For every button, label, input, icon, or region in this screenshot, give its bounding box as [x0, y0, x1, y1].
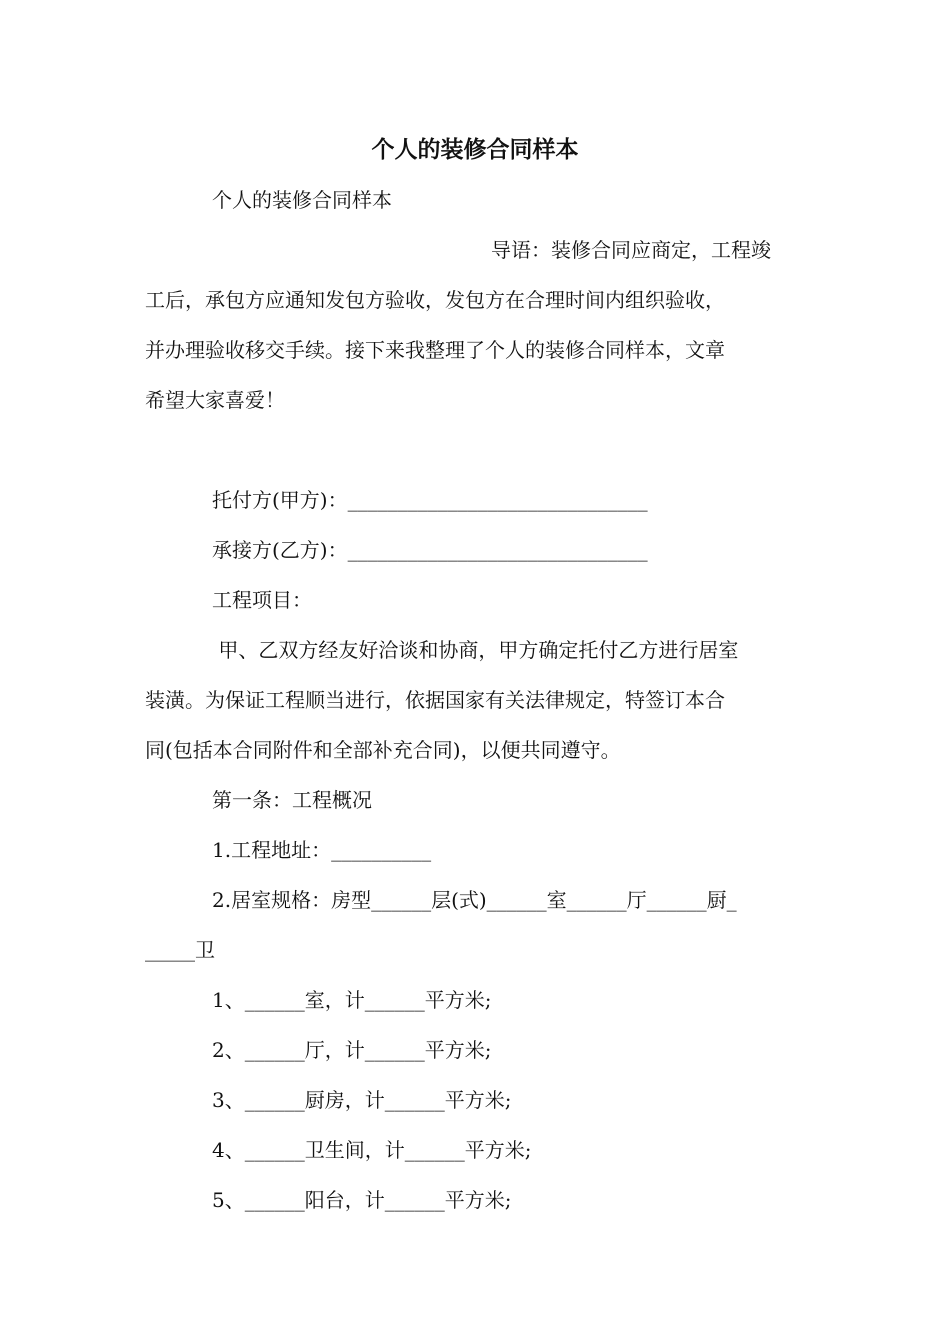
document-subtitle: 个人的装修合同样本	[212, 188, 392, 212]
intro-line-1: 导语：装修合同应商定，工程竣	[491, 238, 771, 262]
party-a-field: 托付方(甲方)：______________________________	[212, 488, 648, 512]
room-item: 5、______阳台，计______平方米;	[212, 1188, 512, 1212]
party-b-field: 承接方(乙方)：______________________________	[212, 538, 648, 562]
intro-line-3: 并办理验收移交手续。接下来我整理了个人的装修合同样本，文章	[145, 338, 725, 362]
address-field: 1.工程地址：__________	[212, 838, 432, 862]
preamble-line-3: 同(包括本合同附件和全部补充合同)，以便共同遵守。	[145, 738, 621, 762]
project-label: 工程项目：	[212, 588, 312, 612]
room-item: 4、______卫生间，计______平方米;	[212, 1138, 532, 1162]
spec-line-1: 2.居室规格：房型______层(式)______室______厅______厨_	[212, 888, 737, 912]
spec-line-2: _____卫	[145, 938, 215, 962]
room-item: 1、______室，计______平方米;	[212, 988, 492, 1012]
preamble-line-1: 甲、乙双方经友好洽谈和协商，甲方确定托付乙方进行居室	[212, 638, 739, 662]
preamble-line-2: 装潢。为保证工程顺当进行，依据国家有关法律规定，特签订本合	[145, 688, 725, 712]
intro-line-4: 希望大家喜爱！	[145, 388, 285, 412]
room-item: 3、______厨房，计______平方米;	[212, 1088, 512, 1112]
room-item: 2、______厅，计______平方米;	[212, 1038, 492, 1062]
document-title: 个人的装修合同样本	[371, 136, 579, 163]
article-1-title: 第一条：工程概况	[212, 788, 372, 812]
intro-line-2: 工后，承包方应通知发包方验收，发包方在合理时间内组织验收，	[145, 288, 725, 312]
